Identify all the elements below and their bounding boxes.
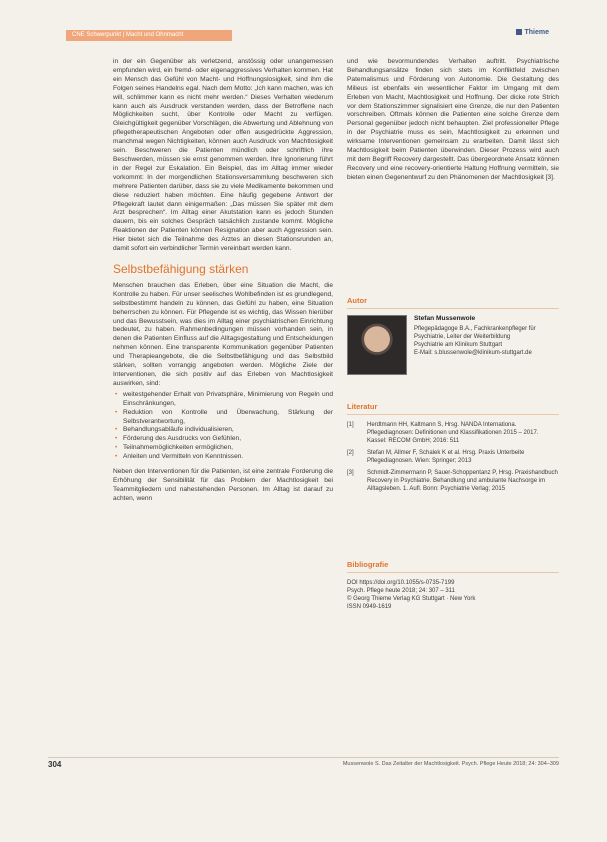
list-item: • Förderung des Ausdrucks von Gefühlen, <box>123 435 333 444</box>
author-heading: Autor <box>347 296 559 309</box>
literature-number: [1] <box>347 422 354 428</box>
literature-text: Stefan M, Allmer F, Schalek K et al. Hrsg. Praxis Unterbeite Pflegediagnosen. Wien: Springer; 2013 <box>367 450 525 464</box>
bibliography-text <box>347 579 559 611</box>
literature-text: Herdtmann HH, Kaltmann S, Hrsg. NANDA Internationa. Pflegediagnosen: Definitionen und Klassifikationen 2015 – 2017. Kassel: RECOM GmbH; 2016: 511 <box>367 422 539 444</box>
footer-citation: Mussenwole S. Das Zeitalter der Machtlosigkeit. Psych. Pflege Heute 2018; 24: 304–309 <box>342 761 559 767</box>
author-line: Psychiatrie am Klinikum Stuttgart <box>414 342 503 348</box>
paragraph: und wie bevormundendes Verhalten auftritt. Psychiatrische Behandlungsansätze finden sich stets im Konfliktfeld zwischen Paternalismus und Förderung von Autonomie. Die Gestaltung des Milieus ist ebenfalls ein wesentlicher Faktor im Umgang mit dem Erleben von Macht, Machtlosigkeit und Hoffnung. Der dicke rote Strich vor dem Stationszimmer signalisiert eine Grenze, die nur den Patienten vorschreiben. Oftmals können die Patienten eine solche Grenze dem Personal gegenüber jedoch nicht behaupten. Ziel professioneller Pflege in der Psychiatrie muss es sein, Machtlosigkeit zu erkennen und wirksame Interventionen gemeinsam zu erarbeiten. Damit lässt sich Machtlosigkeit beim Patienten überwinden. Dieser Prozess wird auch mit dem Begriff Recovery dargestellt. Das übergeordnete Ansatz können Recovery und eine recovery-orientierte Haltung Hoffnung vermitteln, sie bieten einen Gegenentwurf zu den Phänomenen der Machtlosigkeit [3]. <box>347 58 559 181</box>
author-photo <box>347 315 407 375</box>
bibliography-heading: Bibliografie <box>347 560 559 573</box>
author-name: Stefan Mussenwole <box>414 315 476 322</box>
author-email: E-Mail: s.blussenwole@klinikum-stuttgart.de <box>414 350 532 356</box>
literature-box <box>347 402 559 497</box>
list-item: • Teilnahmemöglichkeiten ermöglichen, <box>123 444 333 453</box>
literature-item <box>347 469 559 493</box>
footer-divider <box>48 757 559 758</box>
literature-item <box>347 449 559 465</box>
paragraph: Menschen brauchen das Erleben, über eine Situation die Macht, die Kontrolle zu haben. Für unser seelisches Wohlbefinden ist es grundlegend, selbstbestimmt handeln zu können, das Gefühl zu haben, eine Situation beherrschen zu können. Für Pflegende ist es wichtig, das Wissen hierüber und das Bewusstsein, was dies im Alltag einer psychiatrischen Einrichtung bedeutet, zu haben. Rahmenbedingungen müssen vorhanden sein, in denen die Patienten Einfluss auf die Alltagsgestaltung und Entscheidungen nehmen können. Eine transparente Kommunikation gegenüber Patienten und Therapieangebote, die die Selbstbefähigung und das Selbstbild stärken, sollten vorrangig angeboten werden. Mögliche Ziele der Interventionen, die sich positiv auf das Erleben von Machtlosigkeit auswirken, sind: <box>113 281 333 387</box>
author-line: Pflegepädagoge B.A., Fachkrankenpfleger für <box>414 326 536 332</box>
literature-heading: Literatur <box>347 402 559 415</box>
journal-line: Psych. Pflege heute 2018; 24: 307 – 311 <box>347 588 455 594</box>
literature-item <box>347 421 559 445</box>
section-header-label: CNE Schwerpunkt | Macht und Ohnmacht <box>66 30 232 41</box>
page-number: 304 <box>48 760 62 769</box>
logo-icon <box>516 29 522 35</box>
list-item: • Anleiten und Vermitteln von Kenntnissen. <box>123 453 333 462</box>
author-box <box>347 296 559 375</box>
bibliography-box <box>347 560 559 611</box>
list-item: • weitestgehender Erhalt von Privatsphäre, Minimierung von Regeln und Einschränkungen, <box>123 391 333 409</box>
doi-line: DOI https://doi.org/10.1055/s-0735-7199 <box>347 580 455 586</box>
copyright-line: © Georg Thieme Verlag KG Stuttgart · New York <box>347 596 476 602</box>
author-line: Psychiatrie, Leiter der Weiterbildung <box>414 334 511 340</box>
section-heading: Selbstbefähigung stärken <box>113 261 249 276</box>
left-column <box>113 58 333 504</box>
logo-text: Thieme <box>524 29 549 36</box>
issn-line: ISSN 0949-1619 <box>347 604 392 610</box>
intervention-list <box>113 391 333 462</box>
literature-list <box>347 421 559 493</box>
list-item: • Reduktion von Kontrolle und Überwachung, Stärkung der Selbstverantwortung, <box>123 409 333 427</box>
literature-number: [3] <box>347 470 354 476</box>
paragraph: Neben den Interventionen für die Patienten, ist eine zentrale Forderung die Erhöhung der Sensibilität für das Problem der Machtlosigkeit bei Teammitgliedern und nahestehenden Personen. Im Alltag ist darauf zu achten, wenn <box>113 468 333 502</box>
paragraph: in der ein Gegenüber als verletzend, anstössig oder unangemessen empfunden wird, ein fremd- oder eigenaggressives Verhalten kommen. Hat ein Mensch das Gefühl von Macht- und Hoffnungslosigkeit, sind ihm die Folgen seines Handelns egal. Nach dem Motto: „Ich kann machen, was ich will, schlimmer kann es nicht mehr werden.“ Dieses Verhalten wiederum kann auch als Ausdruck verstanden werden, dass der Betroffene nach Möglichkeiten sucht, über Kontrolle oder Macht zu verfügen. Gleichgültigkeit gegenüber Vorschlägen, die Abwertung und Ablehnung von pflegetherapeutischen Angeboten oder offen ausgedrückte Aggression, manchmal wegen Nichtigkeiten, können auch Ausdruck von Machtlosigkeit sein. Beschweren die Patienten mündlich oder schriftlich ihre Beschwerden, müssen sie ernst genommen werden. Ihre Ignorierung führt in der Regel zur Eskalation. Ein Beispiel, das im Alltag immer wieder vorkommt: In der morgendlichen Stationsversammlung beschweren sich mehrere Patienten darüber, dass sie zu viele Medikamente bekommen und diese reduziert haben möchten. Eine häufig gegebene Antwort der Pflegekraft lautet dann einigermaßen: „Das müssen Sie später mit dem Arzt besprechen“. Im Alltag einer Akutstation kann es jedoch Stunden dauern, bis ein solches Gespräch tatsächlich zustande kommt. Mögliche Reaktionen der Patienten können Resignation aber auch Aggression sein. Hier bietet sich die Teilnahme des Arztes an diesen Stationsrunden an, damit sofort ein verbindlicher Termin vereinbart werden kann. <box>113 58 333 253</box>
right-column <box>347 58 559 183</box>
literature-text: Schmidt-Zimmermann P, Sauer-Schoppentanz P, Hrsg. Praxishandbuch Recovery in Psychiatrie. Behandlung und ambulante Nachsorge im Alltagsleben. 1. Aufl. Bonn: Psychiatrie Verlag; 2015 <box>367 470 558 492</box>
list-item: • Behandlungsabläufe individualisieren, <box>123 426 333 435</box>
author-info <box>414 315 536 375</box>
publisher-logo <box>516 29 549 36</box>
author-row <box>347 315 559 375</box>
literature-number: [2] <box>347 450 354 456</box>
